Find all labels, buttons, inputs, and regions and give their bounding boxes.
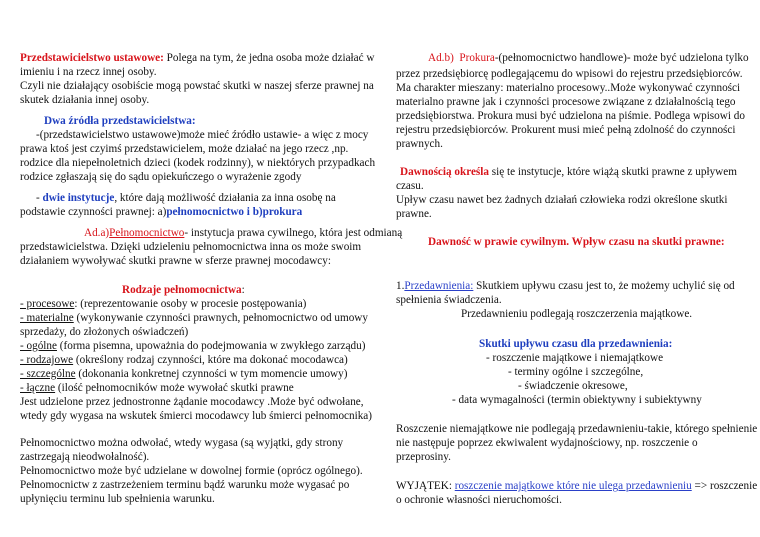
term-pelnomocnictwo-prokura: pełnomocnictwo i b)prokura: [166, 206, 303, 218]
types-heading: Rodzaje pełnomocnictwa:: [122, 284, 245, 296]
type-ogolne: - ogólne (forma pisemna, upoważnia do podejmowania w zwykłego zarządu): [20, 340, 366, 352]
sources-line-4: rodzice zgłaszają się do sądu opiekuńczego o wyrażenie zgody: [20, 171, 302, 183]
dawnosc-line-1: Dawnością określa się te instytucje, które wiążą skutki prawne z upływem: [400, 166, 737, 178]
dawnosc-heading: Dawność w prawie cywilnym. Wpływ czasu na skutki prawne:: [428, 236, 725, 248]
sources-line-3: rodzice dla niepełnoletnich dzieci (kodek rodzinny), w niektórych przypadkach: [20, 157, 376, 169]
revoke-line-4: Pełnomocnictw z zastrzeżeniem terminu bądź warunku może wygasać po: [20, 479, 350, 491]
skutki-item: - data wymagalności (termin obiektywny i subiektywny: [452, 394, 702, 406]
types-line-a: Jest udzielone przez jednostronne żądanie mocodawcy .Może być odwołane,: [20, 396, 364, 408]
term-dwie-instytucje: dwie instytucje: [42, 192, 115, 204]
ad-b-line-1: Ad.b) Prokura-(pełnomocnictwo handlowe)- może być udzielona tylko: [428, 52, 749, 64]
ad-a-line-3: działaniem wywoływać skutki prawne w sferze prawnej mocodawcy:: [20, 255, 331, 267]
ad-b-line-3: Ma charakter mieszany: materialno procesowy..Może wykonywać czynności: [396, 82, 741, 94]
p1-line-1: Przedstawicielstwo ustawowe: Polega na tym, że jedna osoba może działać w: [20, 52, 375, 64]
ad-a-line-1: Ad.a)Pełnomocnictwo- instytucja prawa cywilnego, która jest odmianą: [84, 227, 403, 239]
p1-line-2: imieniu i na rzecz innej osoby.: [20, 66, 157, 78]
wyjatek-line-1: WYJĄTEK: roszczenie majątkowe które nie ulega przedawnieniu => roszczenie: [396, 480, 758, 492]
roszcz-line-3: przeprosiny.: [396, 451, 451, 463]
revoke-line-3: Pełnomocnictwo może być udzielane w dowolnej formie (oprócz ogólnego).: [20, 465, 363, 477]
sources-heading: Dwa źródła przedstawicielstwa:: [44, 115, 196, 127]
ad-b-line-4: materialno prawne jak i czynności procesowe związane z działalnością tego: [396, 96, 736, 108]
przed-line-3: Przedawnieniu podlegają roszczerzenia majątkowe.: [461, 308, 693, 320]
link-roszczenie-majatkowe[interactable]: roszczenie majątkowe które nie ulega przedawnieniu: [454, 480, 692, 492]
skutki-item: - terminy ogólne i szczególne,: [508, 366, 644, 378]
ad-b-line-6: rejestru przedsiębiorców. Prokurent musi mieć pełną zdolność do czynności: [396, 124, 736, 136]
sources-line-1: -(przedstawicielstwo ustawowe)może mieć źródło ustawie- a więc z mocy: [36, 129, 369, 141]
types-line-b: wtedy gdy wygasa na wskutek śmierci mocodawcy lub śmierci pełnomocnika): [20, 410, 373, 422]
ad-b-line-7: prawnych.: [396, 138, 443, 150]
term-prokura: Prokura: [459, 52, 495, 64]
revoke-line-5: upłynięciu terminu lub spełnienia warunku.: [20, 493, 215, 505]
inst-line-2: podstawie czynności prawnej: a)pełnomocnictwo i b)prokura: [20, 206, 303, 218]
ad-b-line-2: przez przedsiębiorcę podlegającemu do wpisowi do rejestru przedsiębiorców.: [396, 68, 743, 80]
sources-line-2: prawa ktoś jest czyimś przedstawicielem, może działać na jego rzecz ,np.: [20, 143, 349, 155]
przed-line-2: spełnienia świadczenia.: [396, 294, 502, 306]
dawnosc-line-4: prawne.: [396, 208, 432, 220]
przed-line-1: 1.Przedawnienia: Skutkiem upływu czasu jest to, że możemy uchylić się od: [396, 280, 735, 292]
type-szczegolne: - szczególne (dokonania konkretnej czynności w tym momencie umowy): [20, 368, 348, 380]
term-dawnosc: Dawnością określa: [400, 166, 489, 178]
ad-a-line-2: przedstawicielstwa. Dzięki udzieleniu pełnomocnictwa inna os może swoim: [20, 241, 362, 253]
roszcz-line-1: Roszczenie niemajątkowe nie podlegają przedawnieniu-takie, którego spełnienie: [396, 423, 758, 435]
type-materialne: - materialne (wykonywanie czynności prawnych, pełnomocnictwo od umowy: [20, 312, 368, 324]
dawnosc-line-2: czasu.: [396, 180, 424, 192]
term-przedstawicielstwo-ustawowe: Przedstawicielstwo ustawowe:: [20, 52, 164, 64]
p1-line-4: skutek działania innej osoby.: [20, 94, 150, 106]
type-laczne: - łączne (ilość pełnomocników może wywołać skutki prawne: [20, 382, 294, 394]
type-materialne-cont: sprzedaży, do złożonych oświadczeń): [20, 326, 189, 338]
skutki-heading: Skutki upływu czasu dla przedawnienia:: [479, 338, 673, 350]
dawnosc-line-3: Upływ czasu nawet bez żadnych działań człowieka rodzi określone skutki: [396, 194, 728, 206]
skutki-item: - roszczenie majątkowe i niemajątkowe: [486, 352, 664, 364]
term-pelnomocnictwo: Pełnomocnictwo: [109, 227, 185, 239]
p1-line-3: Czyli nie działający osobiście mogą powstać skutki w naszej sferze prawnej na: [20, 80, 374, 92]
inst-line-1: - dwie instytucje, które dają możliwość działania za inna osobę na: [36, 192, 336, 204]
ad-b-line-5: przedsiębiorstwa. Prokura musi być udzielona na piśmie. Podlega wpisowi do: [396, 110, 745, 122]
link-przedawnienia[interactable]: Przedawnienia:: [404, 280, 474, 292]
revoke-line-1: Pełnomocnictwo można odwołać, wtedy wygasa (są wyjątki, gdy strony: [20, 437, 344, 449]
skutki-item: - świadczenie okresowe,: [518, 380, 628, 392]
wyjatek-line-2: o ochronie własności nieruchomości.: [396, 494, 562, 506]
type-rodzajowe: - rodzajowe (określony rodzaj czynności, które ma dokonać mocodawca): [20, 354, 348, 366]
type-procesowe: - procesowe: (reprezentowanie osoby w procesie postępowania): [20, 298, 307, 310]
roszcz-line-2: nie następuje poprzez ekwiwalent wydajnościowy, np. roszczenie o: [396, 437, 698, 449]
revoke-line-2: zastrzegają nieodwołalność).: [20, 451, 150, 463]
